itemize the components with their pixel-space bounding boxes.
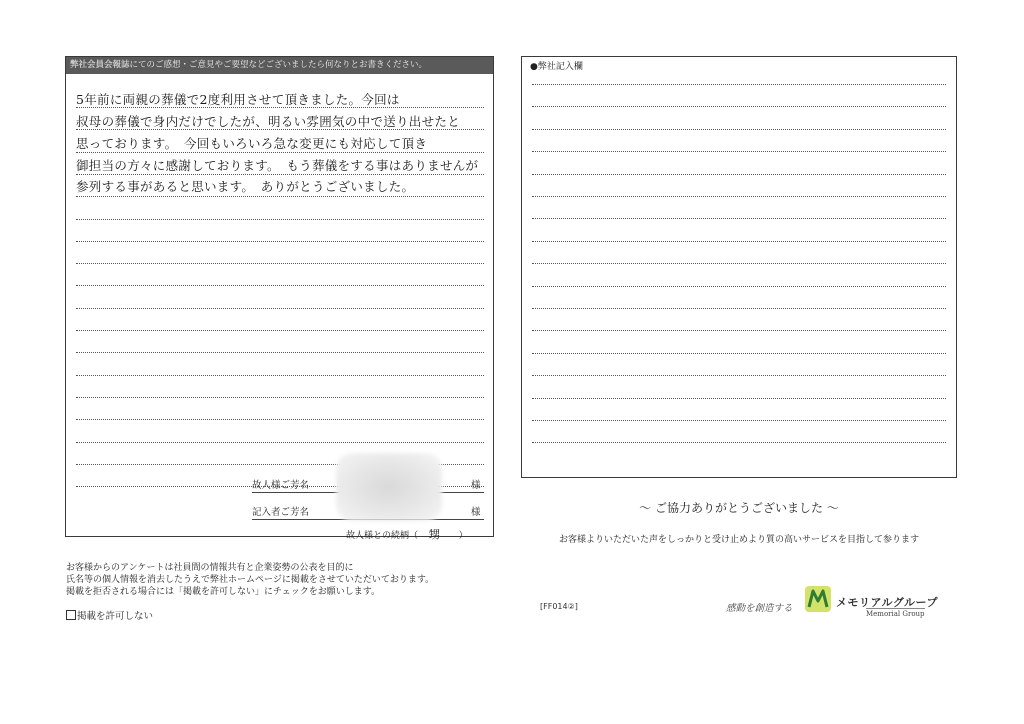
handwritten-line: 思っております。 今回もいろいろ急な変更にも対応して頂き [76, 136, 428, 151]
handwritten-line: 参列する事があると思います。 ありがとうございました。 [76, 179, 415, 194]
ruled-line [532, 218, 946, 219]
header-strong-text: 弊社会員会報誌 [70, 60, 130, 70]
writer-name-label: 記入者ご芳名 [252, 507, 310, 518]
no-publish-label: 掲載を許可しない [77, 611, 154, 622]
logo-subtitle: Memorial Group [866, 610, 925, 618]
ruled-line [532, 106, 946, 107]
ruled-line [532, 308, 946, 309]
header-text: にてのご感想・ご意見やご要望などございましたら何なりとお書きください。 [129, 60, 428, 70]
ruled-line [76, 196, 484, 197]
relation-row [346, 526, 468, 542]
staff-notes-panel [521, 56, 957, 478]
deceased-name-label: 故人様ご芳名 [252, 480, 310, 491]
feedback-header [66, 57, 493, 74]
no-publish-checkbox[interactable] [66, 610, 76, 620]
ruled-line [76, 442, 484, 443]
deceased-honorific: 様 [471, 480, 481, 491]
ruled-line [532, 129, 946, 130]
feedback-panel [65, 56, 494, 541]
handwritten-line: 5年前に両親の葬儀で2度利用させて頂きました。今回は [76, 92, 400, 107]
ruled-line [532, 263, 946, 264]
logo-name: メモリアルグループ [836, 596, 938, 609]
redacted-name-blur [336, 453, 442, 521]
staff-notes-title: ●弊社記入欄 [530, 62, 583, 72]
form-code: [FF014②] [540, 602, 578, 611]
ruled-line [532, 420, 946, 421]
ruled-line [532, 398, 946, 399]
ruled-line [532, 330, 946, 331]
ruled-line [532, 375, 946, 376]
ruled-line [76, 107, 484, 108]
ruled-line [76, 174, 484, 175]
ruled-line [76, 263, 484, 264]
notice-line: お客様からのアンケートは社員間の情報共有と企業姿勢の公表を目的に [66, 563, 354, 573]
ruled-line [532, 84, 946, 85]
thanks-subtext: お客様よりいただいた声をしっかりと受け止めより質の高いサービスを目指して参ります [558, 535, 919, 545]
privacy-notice [66, 562, 434, 598]
ruled-line [76, 375, 484, 376]
ruled-line [76, 219, 484, 220]
handwritten-line: 叔母の葬儀で身内だけでしたが、明るい雰囲気の中で送り出せたと [76, 114, 461, 129]
handwritten-line: 御担当の方々に感謝しております。 もう葬儀をする事はありませんが [76, 158, 479, 173]
relation-label: 故人様との続柄（ [346, 531, 419, 541]
ruled-line [76, 241, 484, 242]
ruled-line [532, 353, 946, 354]
writer-honorific: 様 [471, 507, 481, 518]
no-publish-option[interactable] [66, 608, 153, 622]
slogan: 感動を創造する [726, 603, 793, 614]
notice-line: 掲載を拒否される場合には「掲載を許可しない」にチェックをお願いします。 [66, 587, 381, 597]
ruled-line [76, 285, 484, 286]
ruled-line [76, 129, 484, 130]
relation-close: ） [458, 531, 468, 541]
ruled-line [532, 174, 946, 175]
ruled-line [76, 308, 484, 309]
ruled-line [76, 352, 484, 353]
ruled-line [76, 397, 484, 398]
ruled-line [532, 241, 946, 242]
notice-line: 氏名等の個人情報を消去したうえで弊社ホームページに掲載をさせていただいております。 [66, 575, 435, 585]
ruled-line [532, 151, 946, 152]
ruled-line [76, 152, 484, 153]
ruled-line [532, 196, 946, 197]
ruled-line [532, 286, 946, 287]
memorial-logo-icon [805, 586, 831, 612]
ruled-line [76, 330, 484, 331]
thanks-message: ～ ご協力ありがとうございました ～ [639, 501, 839, 515]
relation-value: 甥 [428, 528, 440, 541]
ruled-line [76, 419, 484, 420]
ruled-line [532, 442, 946, 443]
